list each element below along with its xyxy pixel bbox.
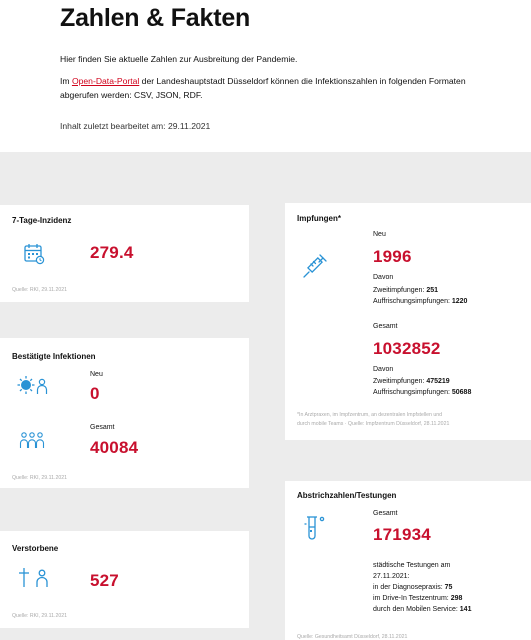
intro-text: Hier finden Sie aktuelle Zahlen zur Ausbreitung der Pandemie. [60, 54, 298, 64]
vacc-new-label: Neu [373, 231, 386, 238]
infections-new-value: 0 [90, 384, 100, 403]
syringe-icon [302, 253, 328, 279]
deaths-card [0, 531, 249, 628]
intro-section [0, 0, 531, 152]
tests-drivein-value: 298 [450, 595, 463, 602]
vacc-total-second-label: Zweitimpfungen: [373, 378, 425, 385]
vaccinations-title: Impfungen* [297, 214, 341, 223]
test-tube-icon [304, 514, 330, 542]
tests-mobile-value: 141 [459, 606, 472, 613]
infections-total-label: Gesamt [90, 424, 115, 431]
incidence-card [0, 205, 249, 302]
tests-drivein-label: im Drive-In Testzentrum: [373, 595, 449, 602]
tests-card [285, 481, 531, 640]
vacc-total-second-value: 475219 [426, 378, 450, 385]
tests-total-value: 171934 [373, 525, 431, 544]
deaths-value: 527 [90, 571, 119, 590]
tests-title: Abstrichzahlen/Testungen [297, 491, 397, 500]
vacc-total-label: Gesamt [373, 323, 398, 330]
vacc-total-booster-label: Auffrischungsimpfungen: [373, 389, 450, 396]
infections-title: Bestätigte Infektionen [12, 352, 96, 361]
vacc-footnote-1: *In Arztpraxen, im Impfzentrum, an dezentralen Impfstellen und [297, 412, 443, 418]
calendar-icon [23, 243, 45, 265]
tests-drivein [373, 594, 462, 604]
vacc-total-booster [373, 388, 471, 398]
incidence-value: 279.4 [90, 243, 134, 262]
tests-line2: 27.11.2021: [373, 573, 410, 580]
deaths-source: Quelle: RKI, 29.11.2021 [12, 613, 67, 619]
last-edited: Inhalt zuletzt bearbeitet am: 29.11.2021 [60, 121, 211, 131]
open-data-text-post: der Landeshauptstadt Düsseldorf können die Infektionszahlen in folgenden Formaten abgerufen werden: CSV, JSON, RDF. [60, 76, 466, 100]
tests-source: Quelle: Gesundheitsamt Düsseldorf, 28.11.2021 [297, 634, 408, 640]
vaccinations-card [285, 203, 531, 440]
vacc-total-booster-value: 50688 [451, 389, 472, 396]
group-icon [17, 431, 47, 449]
cross-person-icon [18, 567, 50, 589]
vacc-new-davon: Davon [373, 274, 394, 281]
vacc-total-value: 1032852 [373, 339, 441, 358]
vacc-new-value: 1996 [373, 247, 412, 266]
tests-praxis [373, 583, 452, 593]
tests-line1: städtische Testungen am [373, 562, 451, 569]
vacc-new-second-label: Zweitimpfungen: [373, 287, 425, 294]
tests-praxis-label: in der Diagnosepraxis: [373, 584, 443, 591]
incidence-title: 7-Tage-Inzidenz [12, 216, 72, 225]
virus-person-icon [17, 374, 49, 396]
infections-source: Quelle: RKI, 29.11.2021 [12, 475, 67, 481]
vacc-new-second-value: 251 [426, 287, 438, 294]
open-data-text [60, 74, 500, 102]
infections-total-value: 40084 [90, 438, 139, 457]
vacc-new-booster-label: Auffrischungsimpfungen: [373, 298, 450, 305]
incidence-source: Quelle: RKI, 29.11.2021 [12, 287, 67, 293]
tests-mobile [373, 605, 471, 615]
infections-new-label: Neu [90, 371, 103, 378]
open-data-text-pre: Im [60, 76, 72, 86]
open-data-portal-link[interactable]: Open-Data-Portal [71, 76, 140, 86]
tests-total-label: Gesamt [373, 510, 398, 517]
vacc-new-second [373, 286, 438, 296]
tests-mobile-label: durch den Mobilen Service: [373, 606, 458, 613]
vacc-total-second [373, 377, 450, 387]
page-title: Zahlen & Fakten [60, 4, 251, 32]
deaths-title: Verstorbene [12, 544, 59, 553]
vacc-total-davon: Davon [373, 366, 394, 373]
tests-praxis-value: 75 [444, 584, 453, 591]
vacc-footnote-2: durch mobile Teams · Quelle: Impfzentrum Düsseldorf, 28.11.2021 [297, 421, 450, 427]
vacc-new-booster [373, 297, 467, 307]
vacc-new-booster-value: 1220 [451, 298, 468, 305]
infections-card [0, 338, 249, 488]
